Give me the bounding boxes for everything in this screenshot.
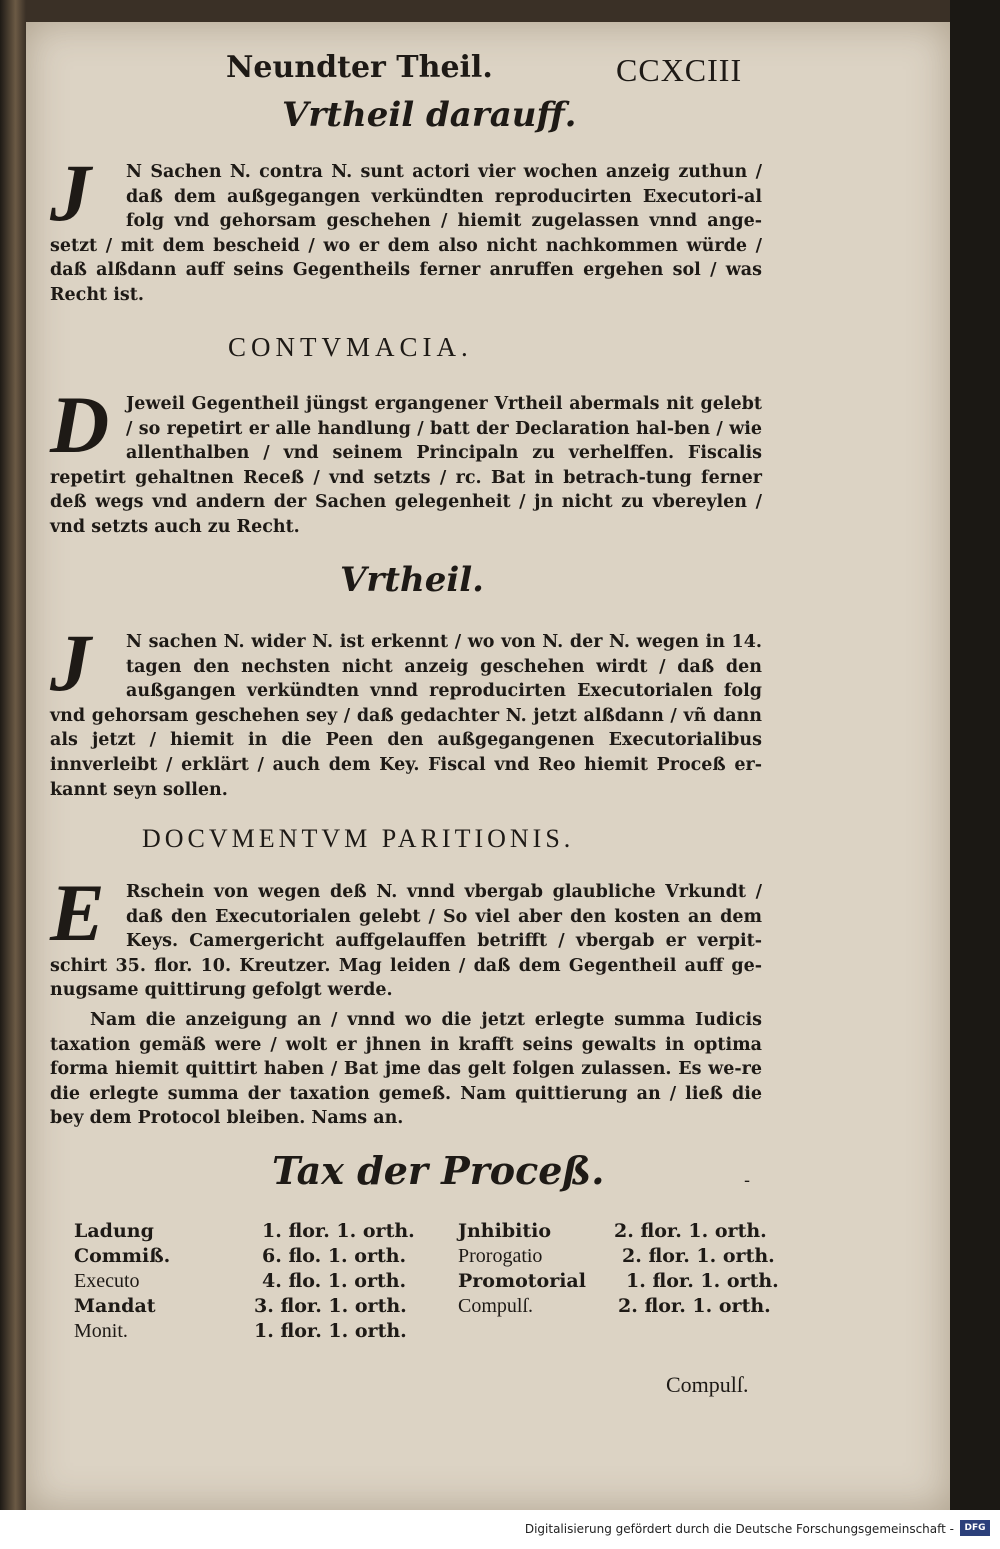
paragraph-4 [50,867,762,1003]
tax-item-amount: 3. flor. 1. orth. [254,1295,407,1317]
tax-title: Tax der Proceß. [272,1148,605,1193]
dfg-logo: DFG [960,1520,990,1536]
paragraph-2 [50,379,762,540]
section-heading-documentum-paritionis: DOCVMENTVM PARITIONIS. [142,824,575,853]
tax-item-amount: 2. flor. 1. orth. [622,1245,775,1267]
tax-item-name: Commiß. [74,1245,171,1267]
tax-item-name: Jnhibitio [458,1220,552,1242]
drop-cap: D [50,379,110,470]
paragraph-5: Nam die anzeigung an / vnnd wo die jetzt erlegte summa Iudicis taxation gemäß were / wolt er jhnen in krafft seins gewalts in optima forma hiemit quittirt haben / Bat jme das gelt folgen zulassen. Es we-re die erlegte summa der taxation gemeß. Nam quittierung an / ließ die bey dem Protocol bleiben. Nams an. [50,1010,762,1129]
section-heading-vrtheil-darauff: Vrtheil darauff. [282,95,577,135]
tax-item-name: Monit. [74,1320,128,1342]
tax-item-name: Mandat [74,1295,156,1317]
section-heading-vrtheil: Vrtheil. [340,560,485,600]
footer-credit: Digitalisierung gefördert durch die Deutsche Forschungsgemeinschaft - [524,1522,954,1536]
tax-item-amount: 2. flor. 1. orth. [618,1295,771,1317]
catchword: Compulſ. [666,1372,749,1397]
folio-number: CCXCIII [616,52,743,88]
tax-item-amount: 1. flor. 1. orth. [254,1320,407,1342]
paragraph-text: N Sachen N. contra N. sunt actori vier wochen anzeig zuthun / daß dem außgegangen verkündten reproducirten Executori-al folg vnd gehorsam geschehen / hiemit zugelassen vnnd ange-setzt / mit dem bescheid / wo er dem also nicht nachkommen würde / daß alßdann auff seins Gegentheils ferner anruffen ergehen sol / was Recht ist. [50,162,762,305]
scan-background-edge [950,0,1000,1510]
ornament-dash: - [744,1170,751,1191]
paragraph-1 [50,147,762,308]
section-heading-contumacia: CONTVMACIA. [228,332,473,362]
tax-item-name: Compulſ. [458,1295,534,1317]
tax-item-amount: 4. flo. 1. orth. [262,1270,407,1292]
paragraph-text: Rschein von wegen deß N. vnnd vbergab glaubliche Vrkundt / daß den Executorialen gelebt / So viel aber den kosten an dem Keys. Camergericht auffgelauffen betrifft / vbergab er verpit-schirt 35. flor. 10. Kreutzer. Mag leiden / daß dem Gegentheil auff ge-nugsame quittirung gefolgt werde. [50,882,762,1001]
digitization-footer [0,1510,1000,1549]
drop-cap: E [50,867,105,958]
paragraph-3 [50,617,762,802]
running-head: Neundter Theil. [226,50,493,85]
tax-item-amount: 6. flo. 1. orth. [262,1245,407,1267]
tax-item-name: Ladung [74,1220,154,1242]
tax-item-name: Prorogatio [458,1245,543,1267]
drop-cap: J [50,617,91,708]
book-binding-edge [0,0,26,1510]
drop-cap: J [50,147,91,238]
paragraph-text: N sachen N. wider N. ist erkennt / wo von N. der N. wegen in 14. tagen den nechsten nicht anzeig geschehen wirdt / daß den außgangen verkündten vnnd reproducirten Executorialen folg vnd gehorsam geschehen sey / daß gedachter N. jetzt alßdann / vñ dann als jetzt / hiemit in die Peen den außgegangenen Executorialibus innverleibt / erklärt / auch dem Key. Fiscal vnd Reo hiemit Proceß er-kannt seyn sollen. [50,632,762,800]
tax-item-amount: 1. flor. 1. orth. [626,1270,779,1292]
tax-item-name: Executo [74,1270,140,1292]
tax-item-amount: 1. flor. 1. orth. [262,1220,415,1242]
tax-item-name: Promotorial [458,1270,586,1292]
paragraph-text: Jeweil Gegentheil jüngst ergangener Vrtheil abermals nit gelebt / so repetirt er alle handlung / batt der Declaration hal-ben / wie allenthalben / vnd seinem Principaln zu verhelffen. Fiscalis repetirt gehaltnen Receß / vnd setzts / rc. Bat in betrach-tung ferner deß wegs vnd andern der Sachen gelegenheit / jn nicht zu vbereylen / vnd setzts auch zu Recht. [50,394,762,537]
tax-item-amount: 2. flor. 1. orth. [614,1220,767,1242]
